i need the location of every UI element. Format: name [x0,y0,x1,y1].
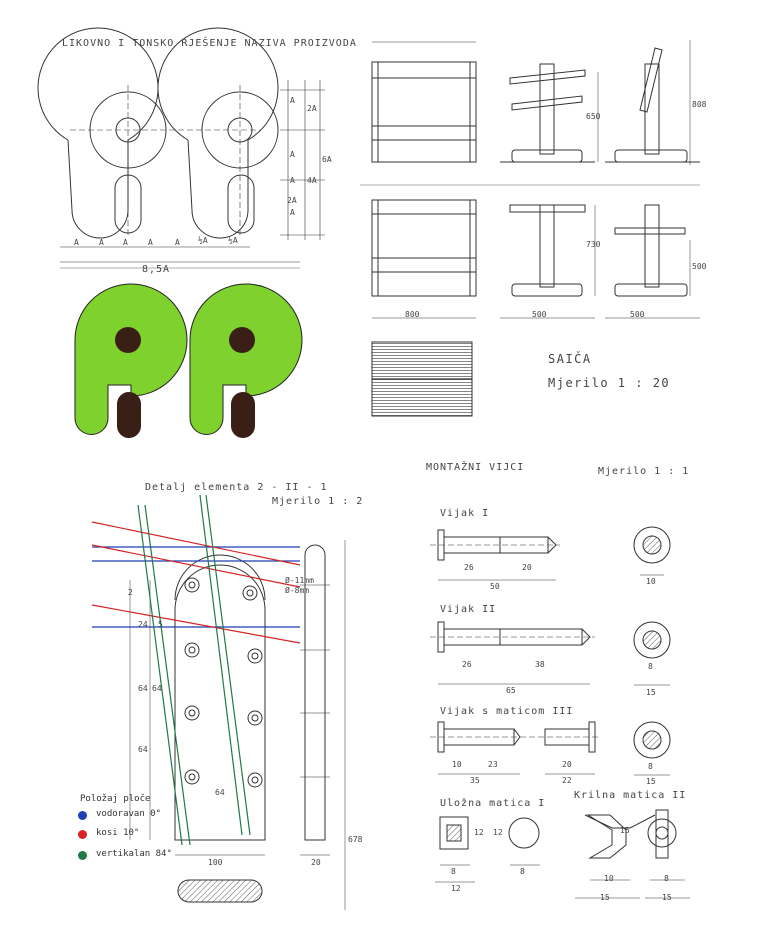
dim-2: 2 [128,588,133,597]
product-name: SAIČA [548,352,592,366]
dim-label-a: A [290,150,295,159]
dim-label-a: A [123,238,128,247]
furniture-views [360,40,700,416]
nut-1-name: Uložna matica I [440,798,546,809]
dim-8: Ø-8mm [285,586,310,595]
logo-sheet-title: LIKOVNO I TONSKO RJEŠENJE NAZIVA PROIZVODA [62,38,357,49]
dim-678: 678 [348,835,363,844]
dim-label-a: A [175,238,180,247]
legend-label: vodoravan 0° [96,809,162,819]
dim: 10 [646,577,656,586]
dim-64: 64 [215,788,225,797]
dim-label-a: A [74,238,79,247]
legend-swatch-green [78,851,87,860]
dim-64: 64 [152,684,162,693]
logo-construction [38,28,325,268]
detail-title: Detalj elementa 2 - II - 1 [145,482,328,493]
dim-label-4a: 4A [307,176,317,185]
dim-500: 500 [692,262,707,271]
screws-scale: Mjerilo 1 : 1 [598,466,690,477]
legend-title: Položaj ploče [80,794,151,804]
dim: 15 [600,893,610,902]
dim: 8 [648,762,653,771]
dim-100: 100 [208,858,223,867]
dim-label-a: A [290,96,295,105]
dim-label-a: A [290,208,295,217]
legend-label: vertikalan 84° [96,849,172,859]
dim-label-85a: 8,5A [142,264,171,275]
dim-label-2a: 2A [287,196,297,205]
dim: 20 [522,563,532,572]
logo-colored [75,284,302,438]
dim-5: 5 [158,620,163,629]
dim-label-2a: 2A [307,104,317,113]
dim-20: 20 [311,858,321,867]
dim-11: Ø-11mm [285,576,314,585]
dim-label-a: A [99,238,104,247]
dim: 12 [493,828,503,837]
dim: 50 [490,582,500,591]
dim-500: 500 [630,310,645,319]
dim: 12 [474,828,484,837]
legend-swatch-red [78,830,87,839]
dim: 15 [662,893,672,902]
scale-label: Mjerilo 1 : 20 [548,376,671,390]
dim: 20 [562,760,572,769]
dim: 8 [648,662,653,671]
dim: 65 [506,686,516,695]
legend-swatch-blue [78,811,87,820]
dim: 26 [462,660,472,669]
dim-800: 800 [405,310,420,319]
dim-808: 808 [692,100,707,109]
dim: 12 [451,884,461,893]
dim: 10 [452,760,462,769]
dim: 23 [488,760,498,769]
dim-730: 730 [586,240,601,249]
dim-label-a: A [148,238,153,247]
dim-label-a: A [290,176,295,185]
nut-2-name: Krilna matica II [574,790,687,801]
dim-label-half-a: ½A [228,236,238,245]
dim: 35 [470,776,480,785]
dim-64: 64 [138,684,148,693]
dim: 15 [646,777,656,786]
screw-3-name: Vijak s maticom III [440,706,574,717]
dim: 15 [646,688,656,697]
dim: 26 [464,563,474,572]
dim-650: 650 [586,112,601,121]
plate-position-lines [92,495,300,845]
screw-2-name: Vijak II [440,604,497,615]
screw-1-name: Vijak I [440,508,490,519]
dim: 10 [604,874,614,883]
dim: 38 [535,660,545,669]
dim-500: 500 [532,310,547,319]
detail-scale: Mjerilo 1 : 2 [272,496,364,507]
dim: 8 [451,867,456,876]
legend-label: kosi 10° [96,828,140,838]
screws-title: MONTAŽNI VIJCI [426,462,525,473]
dim-64: 64 [138,745,148,754]
dim: 8 [664,874,669,883]
dim: 15 [620,826,630,835]
dim-label-half-a: ½A [198,236,208,245]
dim-label-6a: 6A [322,155,332,164]
dim-24: 24 [138,620,148,629]
dim: 8 [520,867,525,876]
dim: 22 [562,776,572,785]
